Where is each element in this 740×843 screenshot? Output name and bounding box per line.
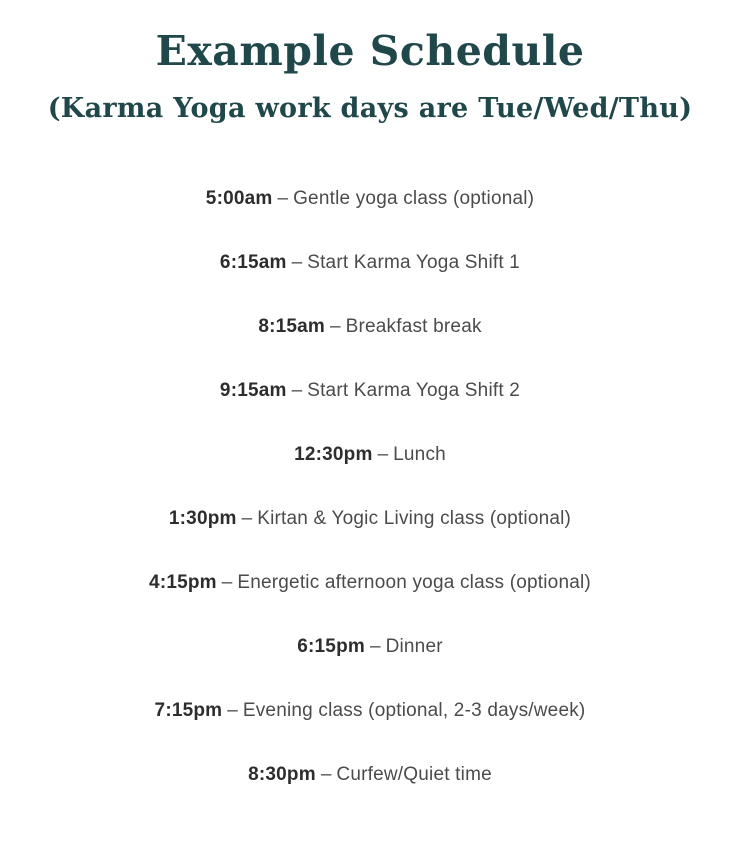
schedule-item-separator: – xyxy=(277,188,289,209)
schedule-item-separator: – xyxy=(369,636,381,657)
schedule-item-separator: – xyxy=(221,572,233,593)
schedule-item-time: 8:30pm xyxy=(248,764,316,785)
schedule-item-description: Dinner xyxy=(385,636,443,657)
schedule-item-time: 6:15am xyxy=(219,252,287,273)
schedule-item xyxy=(149,572,591,594)
schedule-item-time: 5:00am xyxy=(205,188,273,209)
page-title: Example Schedule xyxy=(155,27,585,75)
schedule-item-time: 6:15pm xyxy=(297,636,365,657)
schedule-item-time: 9:15am xyxy=(219,380,287,401)
schedule-item xyxy=(169,508,571,530)
schedule-item-separator: – xyxy=(320,764,332,785)
schedule-item xyxy=(248,764,492,786)
schedule-item-description: Curfew/Quiet time xyxy=(336,764,492,785)
schedule-item-time: 12:30pm xyxy=(294,444,373,465)
schedule-item xyxy=(220,252,520,274)
schedule-item-description: Gentle yoga class (optional) xyxy=(293,188,535,209)
schedule-item-time: 1:30pm xyxy=(168,508,237,529)
schedule-item-time: 4:15pm xyxy=(149,572,217,593)
schedule-list xyxy=(0,188,740,828)
schedule-item-description: Breakfast break xyxy=(345,316,482,337)
schedule-item xyxy=(220,380,520,402)
schedule-item-description: Energetic afternoon yoga class (optional) xyxy=(237,572,591,593)
schedule-item-separator: – xyxy=(241,508,253,529)
schedule-item-description: Lunch xyxy=(393,444,446,465)
schedule-item-time: 8:15am xyxy=(258,316,326,337)
schedule-item-description: Start Karma Yoga Shift 2 xyxy=(307,380,521,401)
schedule-item-description: Start Karma Yoga Shift 1 xyxy=(307,252,521,273)
schedule-item xyxy=(297,636,442,658)
schedule-item xyxy=(294,444,446,466)
schedule-item-separator: – xyxy=(291,380,303,401)
page-subtitle: (Karma Yoga work days are Tue/Wed/Thu) xyxy=(47,93,693,125)
schedule-item-separator: – xyxy=(377,444,389,465)
schedule-item-separator: – xyxy=(330,316,341,337)
schedule-item xyxy=(206,188,534,210)
schedule-item-separator: – xyxy=(227,700,238,721)
schedule-item xyxy=(155,700,586,722)
schedule-item-separator: – xyxy=(291,252,303,273)
schedule-item-time: 7:15pm xyxy=(154,700,223,721)
schedule-item-description: Kirtan & Yogic Living class (optional) xyxy=(257,508,572,529)
schedule-item xyxy=(258,316,481,338)
schedule-item-description: Evening class (optional, 2-3 days/week) xyxy=(242,700,586,721)
